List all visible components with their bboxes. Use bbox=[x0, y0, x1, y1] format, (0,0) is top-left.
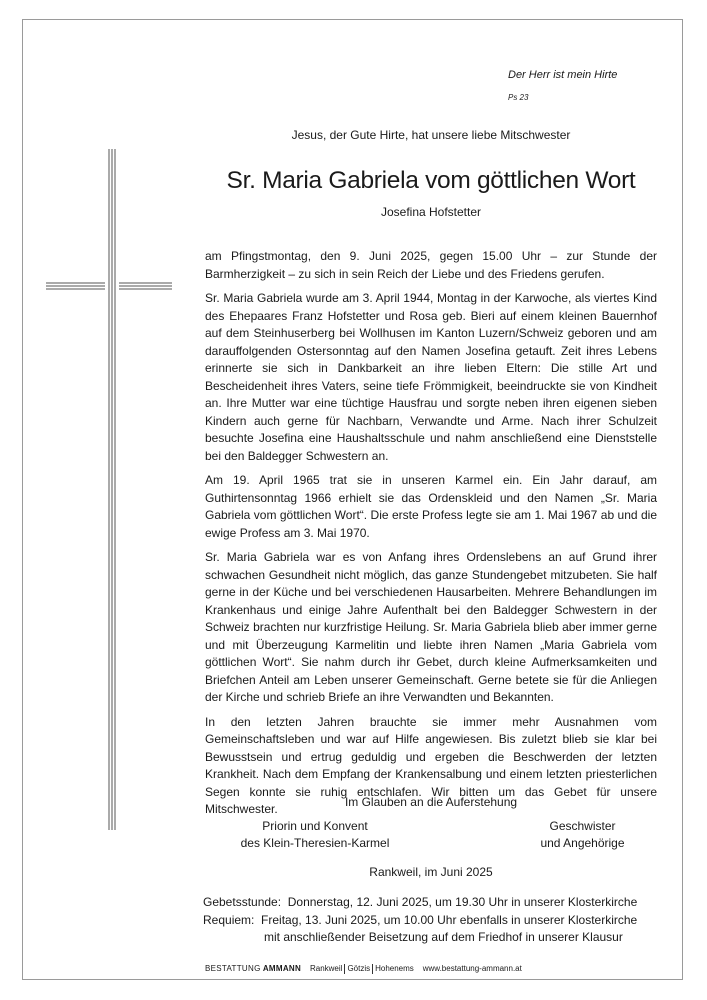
service-details bbox=[203, 894, 637, 947]
signature-line: und Angehörige bbox=[540, 836, 625, 850]
psalm-reference: Ps 23 bbox=[508, 93, 529, 102]
deceased-name: Sr. Maria Gabriela vom göttlichen Wort bbox=[226, 167, 636, 194]
divider bbox=[372, 964, 373, 974]
footer bbox=[205, 964, 522, 974]
signature-line: Priorin und Konvent bbox=[262, 819, 368, 833]
footer-location: Rankweil bbox=[309, 964, 343, 974]
requiem-text: Freitag, 13. Juni 2025, um 10.00 Uhr ebenfalls in unserer Klosterkirche bbox=[261, 912, 638, 927]
paragraph: Am 19. April 1965 trat sie in unseren Karmel ein. Ein Jahr darauf, am Guthirtensonntag 1966 erhielt sie das Ordenskleid und den Namen „Sr. Maria Gabriela vom göttlichen Wort“. Die erste Profess legte sie am 1. Mai 1967 ab und die ewige Profess am 3. Mai 1970. bbox=[205, 473, 657, 540]
paragraph: Sr. Maria Gabriela wurde am 3. April 1944, Montag in der Karwoche, als viertes Kind des Ehepaares Franz Hofstetter und Rosa geb. Bieri auf einem kleinen Bauernhof auf dem Steinhuserberg bei Wollhusen im Kanton Luzern/Schweiz geboren und am darauffolgenden Ostersonntag auf den Namen Josefina getauft. Zeit ihres Lebens erinnerte sie sich in Dankbarkeit an ihre lieben Eltern: Die stille Art und Bescheidenheit ihres Vaters, seine tiefe Frömmigkeit, beeindruckte sie von Kindheit an. Ihre Mutter war eine tüchtige Hausfrau und sorgte neben ihren eigenen sieben Kindern auch gerne für Nachbarn, Verwandte und Arme. Nach ihrer Schulzeit besuchte Josefina eine Haushaltsschule und nahm anschließend eine Dienststelle bei den Baldegger Schwestern an. bbox=[205, 291, 657, 463]
requiem-label: Requiem: bbox=[203, 912, 255, 927]
signature-left bbox=[215, 818, 415, 852]
prayer-label: Gebetsstunde: bbox=[203, 895, 282, 909]
civil-name: Josefina Hofstetter bbox=[380, 205, 482, 219]
footer-website: www.bestattung-ammann.at bbox=[422, 964, 522, 974]
paragraph: am Pfingstmontag, den 9. Juni 2025, gegen 15.00 Uhr – zur Stunde der Barmherzigkeit – zu sich in sein Reich der Liebe und des Friedens gerufen. bbox=[205, 249, 657, 281]
requiem-continuation: mit anschließender Beisetzung auf dem Friedhof in unserer Klausur bbox=[264, 930, 623, 944]
footer-location: Götzis bbox=[347, 964, 371, 974]
paragraph: Sr. Maria Gabriela war es von Anfang ihres Ordenslebens an auf Grund ihrer schwachen Gesundheit nicht möglich, das ganze Stundengebet mitzubeten. Sie half gerne in der Küche und bei verschiedenen Hausarbeiten. Mehrere Behandlungen im Krankenhaus und einige Jahre Aufenthalt bei den Baldegger Schwestern in der Schweiz brachten nur kurzfristige Heilung. Sr. Maria Gabriela blieb aber immer gerne und mit Überzeugung Karmelitin und liebte ihren Namen „Maria Gabriela vom göttlichen Wort“. Sie nahm durch ihr Gebet, durch kleine Aufmerksamkeiten und Briefchen Anteil am Leben unserer Gemeinschaft. Gerne betete sie für die Anliegen der Kirche und schrieb Briefe an ihre Verwandten und Bekannten. bbox=[205, 550, 657, 704]
footer-brand: BESTATTUNG bbox=[205, 964, 261, 974]
place-date: Rankweil, im Juni 2025 bbox=[369, 865, 493, 879]
footer-location: Hohenems bbox=[375, 964, 414, 974]
footer-brand-bold: AMMANN bbox=[262, 964, 302, 974]
motto: Der Herr ist mein Hirte bbox=[508, 69, 618, 81]
signature-line: des Klein-Theresien-Karmel bbox=[240, 836, 390, 850]
paragraph: In den letzten Jahren brauchte sie immer mehr Ausnahmen vom Gemeinschaftsleben und war auf Hilfe angewiesen. Bis zuletzt blieb sie klar bei Bewusstsein und ertrug geduldig und ergeben die Beschwerden der letzten Krankheit. Nach dem Empfang der Krankensalbung und einem letzten priesterlichen Segen konnte sie ruhig entschlafen. Wir bitten um das Gebet für unsere Mitschwester. bbox=[205, 714, 657, 816]
signature-line: Geschwister bbox=[549, 819, 616, 833]
prayer-text: Donnerstag, 12. Juni 2025, um 19.30 Uhr in unserer Klosterkirche bbox=[287, 895, 638, 909]
obituary-text bbox=[205, 248, 657, 826]
divider bbox=[344, 964, 345, 974]
signature-right bbox=[500, 818, 665, 852]
intro-line: Jesus, der Gute Hirte, hat unsere liebe Mitschwester bbox=[291, 128, 571, 142]
faith-line: Im Glauben an die Auferstehung bbox=[344, 795, 518, 809]
